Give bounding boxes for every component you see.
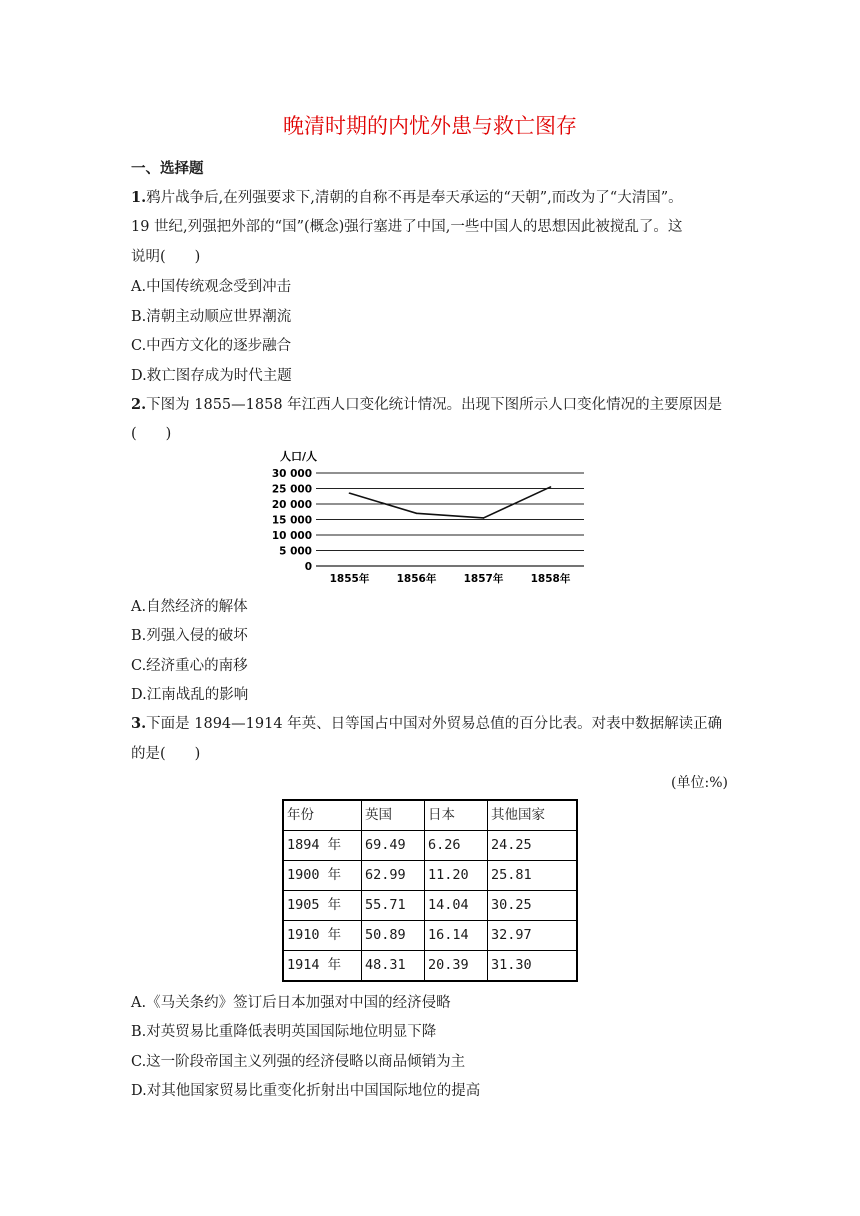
table-cell: 14.04 xyxy=(425,891,488,921)
chart-x-tick-label: 1855年 xyxy=(329,573,370,585)
table-cell: 25.81 xyxy=(488,861,578,891)
chart-y-tick-label: 15 000 xyxy=(271,514,312,527)
question-2-option-d: D.江南战乱的影响 xyxy=(131,687,249,703)
chart-y-tick-label: 5 000 xyxy=(279,545,312,558)
chart-x-ticks xyxy=(330,572,571,585)
chart-point xyxy=(550,486,552,488)
chart-y-axis-label: 人口/人 xyxy=(280,450,318,463)
table-cell: 6.26 xyxy=(425,831,488,861)
table-cell: 55.71 xyxy=(362,891,425,921)
question-3-line-2: 的是( ) xyxy=(131,746,201,762)
question-3-option-d: D.对其他国家贸易比重变化折射出中国国际地位的提高 xyxy=(131,1083,481,1099)
table-cell: 30.25 xyxy=(488,891,578,921)
trade-share-table xyxy=(282,799,578,982)
chart-y-tick-label: 0 xyxy=(304,561,312,573)
question-1-text: 鸦片战争后,在列强要求下,清朝的自称不再是奉天承运的“天朝”,而改为了“大清国”。 xyxy=(146,190,683,206)
table-cell: 20.39 xyxy=(425,951,488,982)
chart-y-tick-label: 30 000 xyxy=(271,468,312,480)
table-cell: 48.31 xyxy=(362,951,425,982)
table-header-row xyxy=(283,800,577,831)
table-cell: 32.97 xyxy=(488,921,578,951)
chart-y-ticks xyxy=(272,468,312,573)
chart-y-tick-label: 20 000 xyxy=(271,499,312,511)
question-1-option-c: C.中西方文化的逐步融合 xyxy=(131,338,292,354)
table-header-cell: 英国 xyxy=(362,800,425,831)
chart-x-tick-label: 1858年 xyxy=(530,573,571,585)
table-row xyxy=(283,951,577,982)
question-3-option-a: A.《马关条约》签订后日本加强对中国的经济侵略 xyxy=(131,995,451,1011)
table-header-cell: 年份 xyxy=(283,800,362,831)
chart-point xyxy=(416,513,418,515)
chart-x-tick-label: 1856年 xyxy=(396,573,437,585)
chart-point xyxy=(349,492,351,494)
chart-y-tick-label: 10 000 xyxy=(271,530,312,542)
table-cell: 1894 年 xyxy=(283,831,362,861)
question-1-option-d: D.救亡图存成为时代主题 xyxy=(131,368,292,384)
chart-x-tick-label: 1857年 xyxy=(463,573,504,585)
question-3-option-c: C.这一阶段帝国主义列强的经济侵略以商品倾销为主 xyxy=(131,1054,466,1070)
table-cell: 1900 年 xyxy=(283,861,362,891)
table-row xyxy=(283,831,577,861)
table-header-cell: 日本 xyxy=(425,800,488,831)
question-1-option-a: A.中国传统观念受到冲击 xyxy=(131,279,292,295)
question-3-option-b: B.对英贸易比重降低表明英国国际地位明显下降 xyxy=(131,1024,437,1040)
chart-point xyxy=(483,517,485,519)
table-cell: 11.20 xyxy=(425,861,488,891)
question-2-option-b: B.列强入侵的破坏 xyxy=(131,628,248,644)
question-2-option-a: A.自然经济的解体 xyxy=(131,599,248,615)
question-1-line-2: 19 世纪,列强把外部的“国”(概念)强行塞进了中国,一些中国人的思想因此被搅乱了。这 xyxy=(131,219,683,235)
table-cell: 16.14 xyxy=(425,921,488,951)
question-3-text: 下面是 1894—1914 年英、日等国占中国对外贸易总值的百分比表。对表中数据解读正确 xyxy=(146,716,723,732)
question-1-line-3: 说明( ) xyxy=(131,249,201,265)
table-cell: 69.49 xyxy=(362,831,425,861)
chart-y-tick-label: 25 000 xyxy=(271,483,312,496)
question-3-line-1 xyxy=(131,712,722,733)
page-title: 晚清时期的内忧外患与救亡图存 xyxy=(283,114,577,138)
question-2-line-2: ( ) xyxy=(131,426,172,442)
table-cell: 24.25 xyxy=(488,831,578,861)
question-1-line-1 xyxy=(131,186,683,207)
section-heading: 一、选择题 xyxy=(131,161,204,177)
table-cell: 1905 年 xyxy=(283,891,362,921)
chart-grid xyxy=(316,473,584,566)
question-2-text: 下图为 1855—1858 年江西人口变化统计情况。出现下图所示人口变化情况的主要原因是 xyxy=(146,397,723,413)
question-2-line-1 xyxy=(131,393,722,414)
table-cell: 31.30 xyxy=(488,951,578,982)
table-cell: 1910 年 xyxy=(283,921,362,951)
table-unit: (单位:%) xyxy=(671,775,728,791)
table-row xyxy=(283,891,577,921)
table-cell: 1914 年 xyxy=(283,951,362,982)
question-1-option-b: B.清朝主动顺应世界潮流 xyxy=(131,309,292,325)
table-row xyxy=(283,921,577,951)
table-cell: 50.89 xyxy=(362,921,425,951)
table-row xyxy=(283,861,577,891)
question-2-option-c: C.经济重心的南移 xyxy=(131,658,248,674)
chart-series-line xyxy=(350,487,551,518)
question-2-number: 2. xyxy=(131,396,147,413)
question-3-number: 3. xyxy=(131,715,147,732)
table-header-cell: 其他国家 xyxy=(488,800,578,831)
table-cell: 62.99 xyxy=(362,861,425,891)
population-line-chart xyxy=(270,446,600,586)
question-1-number: 1. xyxy=(131,189,147,206)
